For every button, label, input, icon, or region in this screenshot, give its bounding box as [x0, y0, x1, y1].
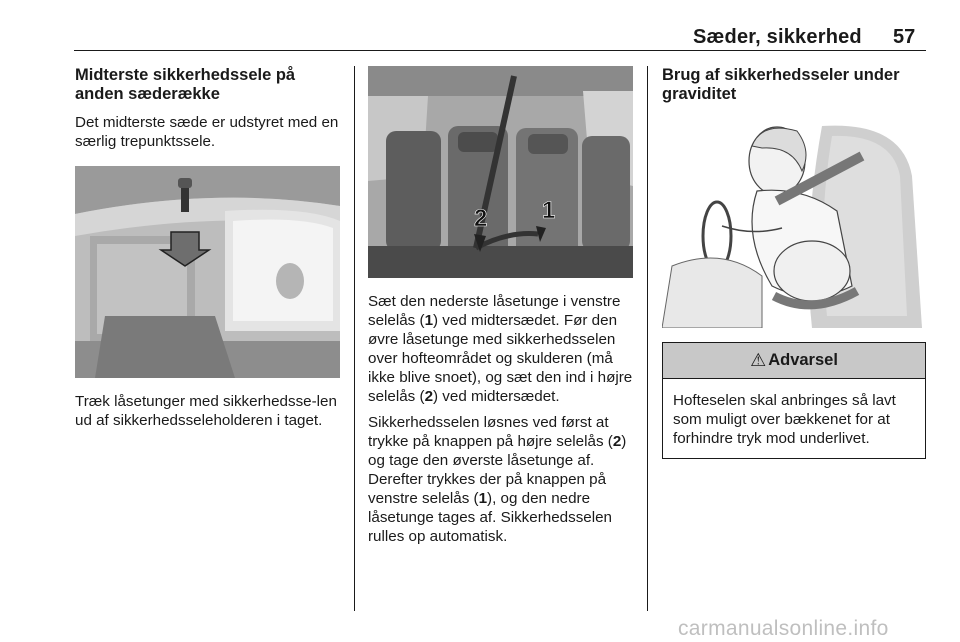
bold-ref: 2 — [424, 388, 434, 405]
release-instructions — [368, 413, 633, 546]
text-run: ) ved midtersædet. — [433, 388, 560, 405]
pregnant-driver-illustration — [662, 116, 926, 328]
fasten-instructions — [368, 292, 633, 406]
column-1 — [75, 66, 340, 430]
callout-1-label: 1 — [542, 197, 556, 224]
warning-header — [663, 343, 925, 379]
column-3 — [662, 66, 926, 459]
watermark: carmanualsonline.info — [678, 617, 889, 640]
bold-ref: 1 — [424, 312, 434, 329]
column-divider-left — [354, 66, 355, 611]
text-run: ), og den nedre låsetunge tages af. Sikkerhedsselen rulles op automatisk. — [368, 490, 613, 545]
warning-text: Hofteselen skal anbringes så lavt som muligt over bækkenet for at forhindre tryk mod underlivet. — [673, 392, 896, 447]
section-title: Sæder, sikkerhed — [693, 26, 862, 48]
roof-belt-holder-illustration — [75, 166, 340, 378]
text-run: Sikkerhedsselen løsnes ved først at trykke på knappen på højre selelås ( — [368, 414, 613, 450]
column-2 — [368, 66, 633, 546]
bold-ref: 2 — [612, 433, 622, 450]
column-divider-right — [647, 66, 648, 611]
callout-2-label: 2 — [474, 205, 488, 232]
section-heading-pregnancy: Brug af sikkerhedsseler under graviditet — [662, 66, 900, 103]
rear-seat-buckles-illustration — [368, 66, 633, 278]
header-rule — [74, 50, 926, 51]
bold-ref: 1 — [478, 490, 488, 507]
warning-box — [662, 342, 926, 459]
page-number: 57 — [893, 26, 916, 48]
text-run: ) og tage den øverste låsetunge af. Derefter trykkes der på knappen på venstre selelås ( — [368, 433, 627, 507]
intro-paragraph: Det midterste sæde er udstyret med en særlig trepunktssele. — [75, 114, 339, 150]
section-heading-middle-belt: Midterste sikkerhedssele på anden sæderække — [75, 66, 296, 103]
text-run: Sæt den nederste låsetunge i venstre selelås ( — [368, 293, 621, 329]
text-run: ) ved midtersædet. Før den øvre låsetunge med sikkerhedsselen over hofteområdet og skulderen (må ikke blive snoet), og sæt den ind i højre selelås ( — [368, 312, 633, 405]
caption-paragraph: Træk låsetunger med sikkerhedsse-len ud af sikkerhedsseleholderen i taget. — [75, 393, 337, 429]
warning-triangle-icon: ⚠ — [750, 350, 767, 370]
warning-title: Advarsel — [768, 351, 838, 369]
